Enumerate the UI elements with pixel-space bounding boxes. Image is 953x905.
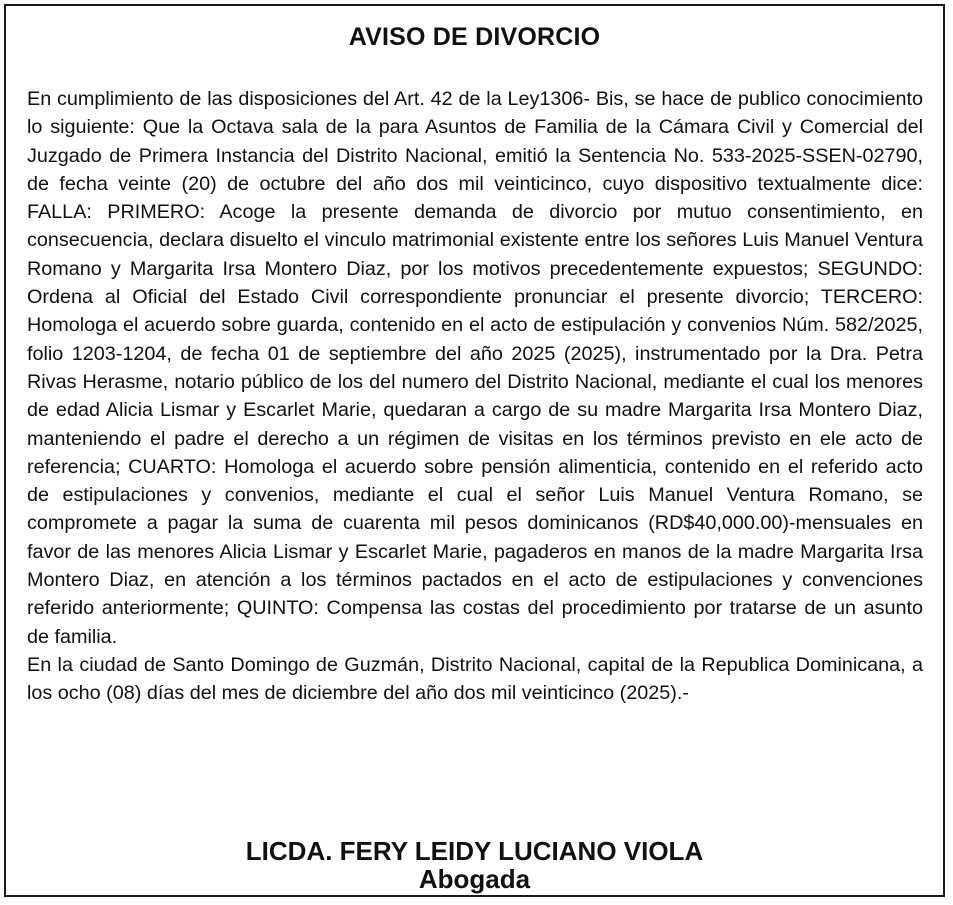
notice-paragraph-closing: En la ciudad de Santo Domingo de Guzmán, Distrito Nacional, capital de la Republica Dominicana, a los ocho (08) días del mes de diciembre del año dos mil veinticinco (2025).- <box>27 653 923 705</box>
notice-body <box>27 85 923 708</box>
signatory-role: Abogada <box>418 864 531 894</box>
notice-title: AVISO DE DIVORCIO <box>348 23 601 51</box>
notice-paragraph-ruling: En cumplimiento de las disposiciones del Art. 42 de la Ley1306- Bis, se hace de publico conocimiento lo siguiente: Que la Octava sala de la para Asuntos de Familia de la Cámara Civil y Comercial del Juzgado de Primera Instancia del Distrito Nacional, emitió la Sentencia No. 533-2025-SSEN-02790, de fecha veinte (20) de octubre del año dos mil veinticinco, cuyo dispositivo textualmente dice: FALLA: PRIMERO: Acoge la presente demanda de divorcio por mutuo consentimiento, en consecuencia, declara disuelto el vinculo matrimonial existente entre los señores Luis Manuel Ventura Romano y Margarita Irsa Montero Diaz, por los motivos precedentemente expuestos; SEGUNDO: Ordena al Oficial del Estado Civil correspondiente pronunciar el presente divorcio; TERCERO: Homologa el acuerdo sobre guarda, contenido en el acto de estipulación y convenios Núm. 582/2025, folio 1203-1204, de fecha 01 de septiembre del año 2025 (2025), instrumentado por la Dra. Petra Rivas Herasme, notario público de los del numero del Distrito Nacional, mediante el cual los menores de edad Alicia Lismar y Escarlet Marie, quedaran a cargo de su madre Margarita Irsa Montero Diaz, manteniendo el padre el derecho a un régimen de visitas en los términos previsto en ele acto de referencia; CUARTO: Homologa el acuerdo sobre pensión alimenticia, contenido en el referido acto de estipulaciones y convenios, mediante el cual el señor Luis Manuel Ventura Romano, se compromete a pagar la suma de cuarenta mil pesos dominicanos (RD$40,000.00)-mensuales en favor de las menores Alicia Lismar y Escarlet Marie, pagaderos en manos de la madre Margarita Irsa Montero Diaz, en atención a los términos pactados en el acto de estipulaciones y convenciones referido anteriormente; QUINTO: Compensa las costas del procedimiento por tratarse de un asunto de familia. <box>27 88 923 648</box>
legal-notice <box>4 4 945 897</box>
signature-block <box>6 837 943 893</box>
signatory-name: LICDA. FERY LEIDY LUCIANO VIOLA <box>245 836 704 866</box>
